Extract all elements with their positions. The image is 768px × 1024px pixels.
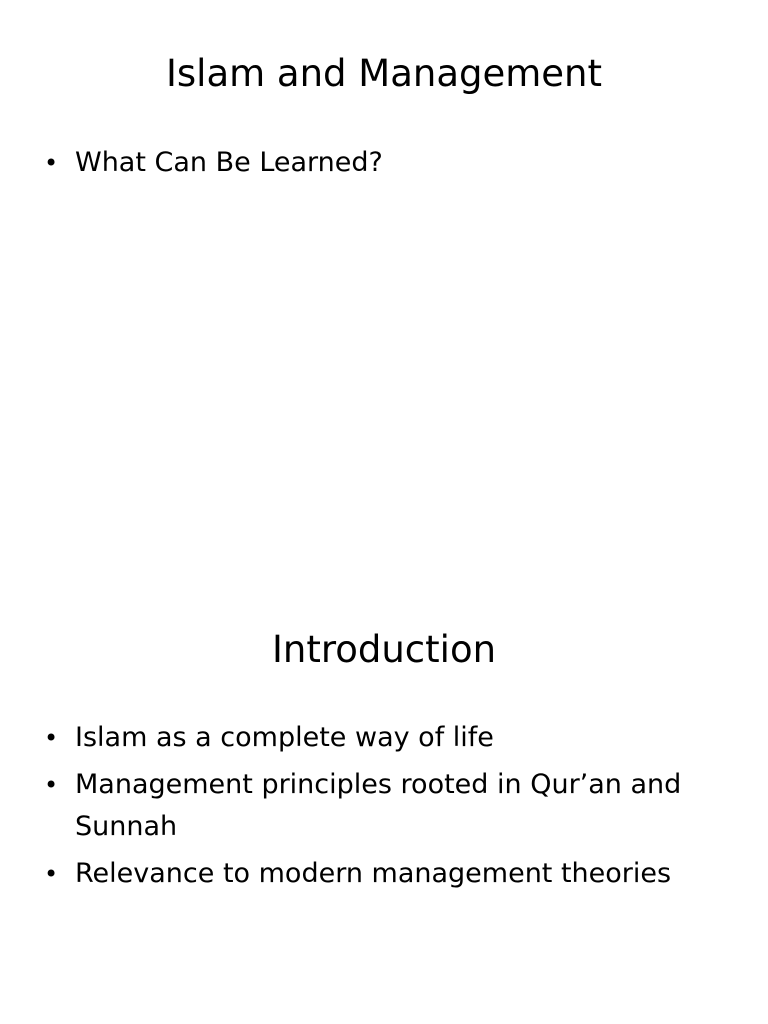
bullet-item bbox=[44, 764, 724, 848]
bullet-text: What Can Be Learned? bbox=[75, 147, 383, 178]
bullet-icon: • bbox=[44, 771, 59, 799]
bullet-icon: • bbox=[44, 149, 59, 177]
slide-2 bbox=[0, 576, 768, 1024]
bullet-list bbox=[44, 717, 724, 900]
bullet-text: Relevance to modern management theories bbox=[75, 858, 672, 889]
bullet-text: Islam as a complete way of life bbox=[75, 722, 494, 753]
bullet-icon: • bbox=[44, 724, 59, 752]
slide-title: Introduction bbox=[271, 628, 497, 671]
bullet-icon: • bbox=[44, 860, 59, 888]
slide-title: Islam and Management bbox=[165, 52, 603, 95]
bullet-item bbox=[44, 853, 724, 895]
bullet-text: Management principles rooted in Qur’an and Sunnah bbox=[75, 769, 682, 842]
bullet-item bbox=[44, 142, 724, 184]
bullet-item bbox=[44, 717, 724, 759]
bullet-list bbox=[44, 142, 724, 189]
